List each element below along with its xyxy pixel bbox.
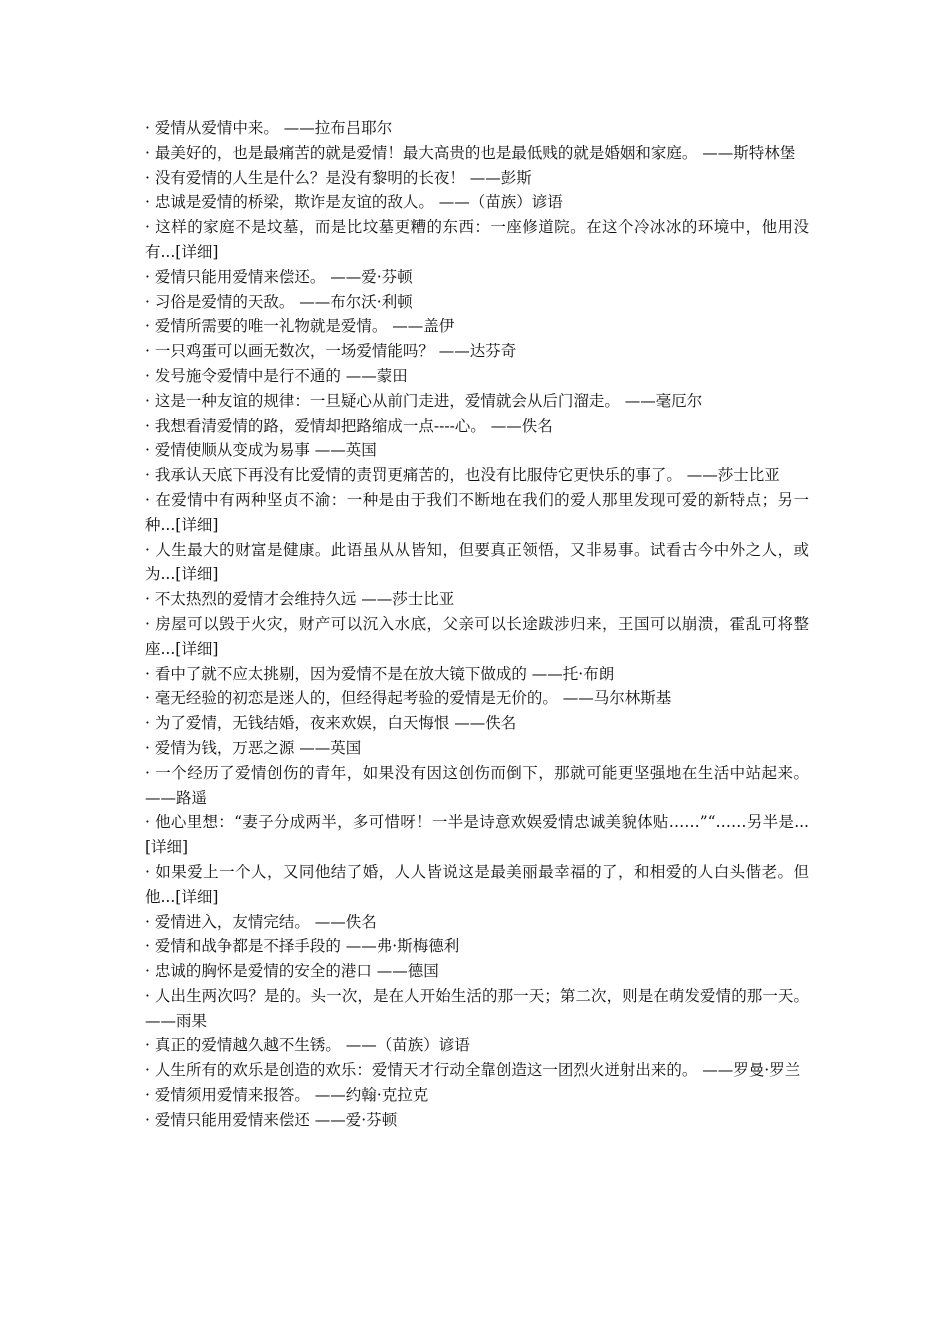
quote-item: · 爱情须用爱情来报答。 ——约翰·克拉克: [145, 1086, 429, 1105]
quote-item: · 爱情使顺从变成为易事 ——英国: [145, 441, 377, 460]
quote-item: · 爱情所需要的唯一礼物就是爱情。 ——盖伊: [145, 317, 455, 336]
quote-item: · 爱情从爱情中来。 ——拉布吕耶尔: [145, 119, 393, 137]
quote-item: · 爱情为钱，万恶之源 ——英国: [145, 738, 362, 757]
quote-item: · 他心里想：“妻子分成两半，多可惜呀！一半是诗意欢娱爱情忠诚美貌体贴……”“……另半是...[详细]: [145, 813, 809, 857]
quote-item: · 看中了就不应太挑剔，因为爱情不是在放大镜下做成的 ——托·布朗: [145, 664, 615, 683]
quote-item: · 一只鸡蛋可以画无数次，一场爱情能吗？ ——达芬奇: [145, 342, 517, 361]
quote-item: · 最美好的，也是最痛苦的就是爱情！最大高贵的也是最低贱的就是婚姻和家庭。 ——斯特林堡: [145, 143, 796, 162]
quote-item: · 发号施令爱情中是行不通的 ——蒙田: [145, 366, 408, 385]
quote-item: · 人生最大的财富是健康。此语虽从从皆知，但要真正领悟，又非易事。试看古今中外之人，或为...[详细]: [145, 540, 809, 584]
quote-item: · 忠诚的胸怀是爱情的安全的港口 ——德国: [145, 962, 439, 981]
quote-item: · 习俗是爱情的天敌。 ——布尔沃·利顿: [145, 292, 413, 311]
quote-item: · 不太热烈的爱情才会维持久远 ——莎士比亚: [145, 590, 455, 609]
quote-list: [145, 116, 809, 1133]
quote-item: · 忠诚是爱情的桥梁，欺诈是友谊的敌人。 ——（苗族）谚语: [145, 193, 563, 212]
quote-item: · 没有爱情的人生是什么？是没有黎明的长夜！ ——彭斯: [145, 168, 532, 187]
quote-item: · 爱情和战争都是不择手段的 ——弗·斯梅德利: [145, 937, 460, 956]
quote-item: · 真正的爱情越久越不生锈。 ——（苗族）谚语: [145, 1036, 470, 1055]
quote-item: · 在爱情中有两种坚贞不渝：一种是由于我们不断地在我们的爱人那里发现可爱的新特点；另一种...[详细]: [145, 490, 809, 534]
quote-item: · 爱情只能用爱情来偿还 ——爱·芬顿: [145, 1110, 398, 1129]
quote-item: · 爱情进入，友情完结。 ——佚名: [145, 912, 377, 931]
quote-item: · 人生所有的欢乐是创造的欢乐：爱情天才行动全靠创造这一团烈火迸射出来的。 ——罗曼·罗兰: [145, 1061, 801, 1080]
quote-item: · 人出生两次吗？是的。头一次，是在人开始生活的那一天；第二次，则是在萌发爱情的那一天。 ——雨果: [145, 986, 809, 1030]
quote-item: · 如果爱上一个人，又同他结了婚，人人皆说这是最美丽最幸福的了，和相爱的人白头偕老。但他...[详细]: [145, 862, 809, 906]
quote-item: · 为了爱情，无钱结婚，夜来欢娱，白天悔恨 ——佚名: [145, 714, 517, 733]
quote-item: · 我想看清爱情的路，爱情却把路缩成一点----心。 ——佚名: [145, 416, 553, 435]
quote-item: · 房屋可以毁于火灾，财产可以沉入水底，父亲可以长途跋涉归来，王国可以崩溃，霍乱可将整座...[详细]: [145, 614, 809, 658]
quote-item: · 这是一种友谊的规律：一旦疑心从前门走进，爱情就会从后门溜走。 ——毫厄尔: [145, 391, 703, 410]
quote-item: · 毫无经验的初恋是迷人的，但经得起考验的爱情是无价的。 ——马尔林斯基: [145, 689, 672, 708]
quote-item: · 我承认天底下再没有比爱情的责罚更痛苦的，也没有比服侍它更快乐的事了。 ——莎士比亚: [145, 466, 780, 485]
quote-item: · 一个经历了爱情创伤的青年，如果没有因这创伤而倒下，那就可能更坚强地在生活中站起来。 ——路遥: [145, 763, 809, 807]
quote-item: · 这样的家庭不是坟墓，而是比坟墓更糟的东西：一座修道院。在这个冷冰冰的环境中，他用没有...[详细]: [145, 218, 809, 261]
quote-item: · 爱情只能用爱情来偿还。 ——爱·芬顿: [145, 267, 413, 286]
